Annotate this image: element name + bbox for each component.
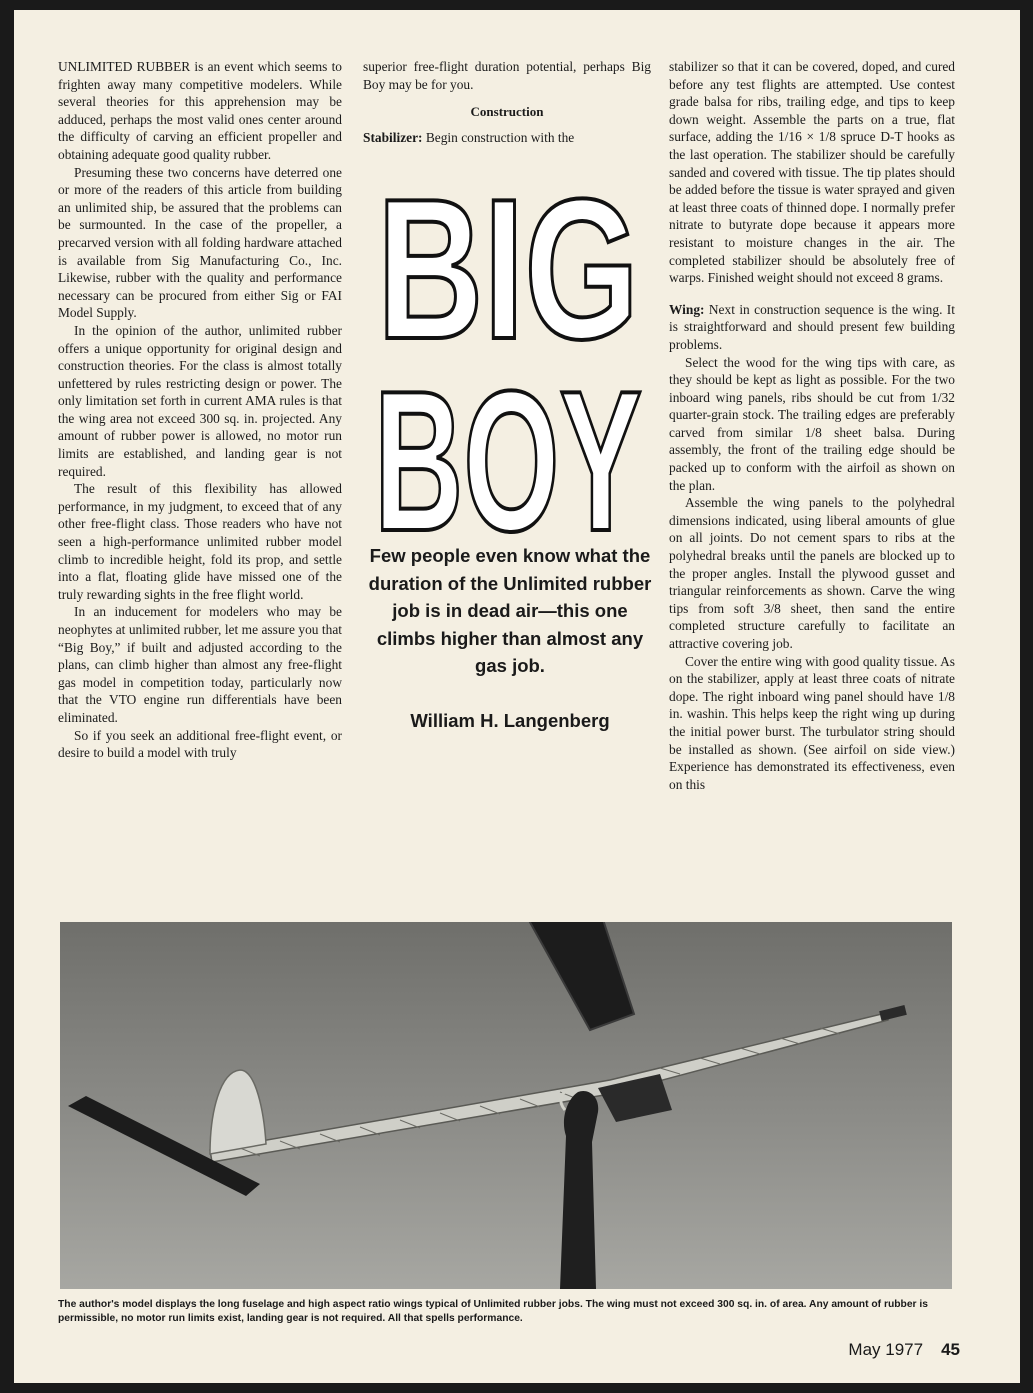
article-paragraph: The result of this flexibility has allowed performance, in my judgment, to exceed that of any other free-flight class. Those readers who have not seen a high-performance unlimited rubber model climb to incredible height, fold its prop, and settle into a flat, floating glide have missed one of the truly rewarding sights in the free flight world. <box>58 481 342 602</box>
article-paragraph: Cover the entire wing with good quality tissue. As on the stabilizer, apply at least three coats of nitrate dope. The right inboard wing panel should have 1/8 in. washin. This helps keep the right wing up during the initial power burst. The turbulator string should be installed as shown. (See airfoil on side view.) Experience has demonstrated its effectiveness, even on this <box>669 653 955 792</box>
article-paragraph: Assemble the wing panels to the polyhedral dimensions indicated, using liberal amounts of glue on all joints. Do not cement spars to ribs at the polyhedral breaks until the panels are blocked up to the proper angles. Install the plywood gusset and triangular reinforcements as shown. Carve the wing tips from soft 3/8 sheet, then sand the entire completed structure carefully to facilitate an attractive covering job. <box>669 495 955 651</box>
title-lettering <box>367 170 649 540</box>
page-footer <box>848 1340 960 1360</box>
airplane-illustration <box>60 922 952 1289</box>
article-paragraph: In an inducement for modelers who may be neophytes at unlimited rubber, let me assure you that “Big Boy,” if built and adjusted according to the plans, can climb higher than almost any free-flight gas model in competition today, particularly now that the VTO engine run differentials have been eliminated. <box>58 604 342 725</box>
wing-runin-head: Wing: <box>669 301 705 317</box>
article-paragraph: So if you seek an additional free-flight event, or desire to build a model with truly <box>58 727 342 761</box>
magazine-page <box>14 10 1020 1383</box>
article-paragraph: In the opinion of the author, unlimited rubber offers a unique opportunity for original design and construction theories. For the class is almost totally unfettered by rules restricting design or power. The only limitation set forth in current AMA rules is that the wing area not exceed 300 sq. in. projected. Any amount of rubber power is allowed, no motor run limits are established, and landing gear is not required. <box>58 322 342 479</box>
article-deck: Few people even know what the duration of the Unlimited rubber job is in dead air—this one climbs higher than almost any gas job. <box>368 545 652 676</box>
article-paragraph: Select the wood for the wing tips with care, as they should be kept as light as possible. For the two inboard wing panels, ribs should be cut from 1/32 quarter-grain stock. The trailing edges are preferably carved from similar 1/8 sheet balsa. During assembly, the front of the trailing edge should be packed up to conform with the airfoil as shown on the plan. <box>669 354 955 493</box>
wing-paragraph <box>669 301 955 354</box>
construction-heading: Construction <box>470 104 544 120</box>
page-number: 45 <box>941 1340 960 1359</box>
issue-date: May 1977 <box>848 1340 924 1359</box>
article-title <box>367 170 649 540</box>
article-paragraph: UNLIMITED RUBBER is an event which seems to frighten away many competitive modelers. While several theories for this apprehension may be adduced, perhaps the most valid ones center around the difficulty of carving an efficient propeller and obtaining adequate good quality rubber. <box>58 59 342 162</box>
article-column-3 <box>669 58 955 793</box>
stabilizer-runin-head: Stabilizer: <box>363 129 423 145</box>
launching-hand <box>560 1091 598 1289</box>
photo-caption: The author's model displays the long fuselage and high aspect ratio wings typical of Unlimited rubber jobs. The wing must not exceed 300 sq. in. of area. Any amount of rubber is permissible, no motor run limits exist, landing gear is not required. All that spells performance. <box>58 1299 929 1324</box>
article-byline: William H. Langenberg <box>410 710 610 731</box>
article-column-2 <box>363 58 651 146</box>
title-line-2: BOY <box>374 350 642 540</box>
stabilizer-paragraph <box>363 129 651 147</box>
wing-text: Next in construction sequence is the wing. It is straightforward and should present few building problems. <box>669 301 955 352</box>
article-paragraph: superior free-flight duration potential, perhaps Big Boy may be for you. <box>363 59 651 92</box>
article-column-1 <box>58 58 342 762</box>
paragraph-gap <box>669 287 955 301</box>
stabilizer-text: Begin construction with the <box>425 129 575 145</box>
model-airplane-photo <box>60 922 952 1289</box>
article-paragraph: stabilizer so that it can be covered, doped, and cured before any test flights are attempted. Use contest grade balsa for ribs, trailing edge, and tips to keep down weight. Assemble the parts on a true, flat surface, adding the 1/16 × 1/8 spruce D-T hooks as the last operation. The stabilizer should be carefully sanded and covered with tissue. The tip plates should be added before the tissue is water sprayed and given at least three coats of thinned dope. I normally prefer nitrate to butyrate dope because it appears more resistant to moisture changes in the air. The completed stabilizer should be absolutely free of warps. Finished weight should not exceed 8 grams. <box>669 59 955 286</box>
title-line-1: BIG <box>377 170 639 381</box>
article-paragraph: Presuming these two concerns have deterred one or more of the readers of this article from building an unlimited ship, be assured that the problems can be surmounted. In the case of the propeller, a precarved version with all folding hardware attached is available from Sig Manufacturing Co., Inc. Likewise, rubber with the quality and performance necessary can be procured from either Sig or FAI Model Supply. <box>58 164 342 321</box>
